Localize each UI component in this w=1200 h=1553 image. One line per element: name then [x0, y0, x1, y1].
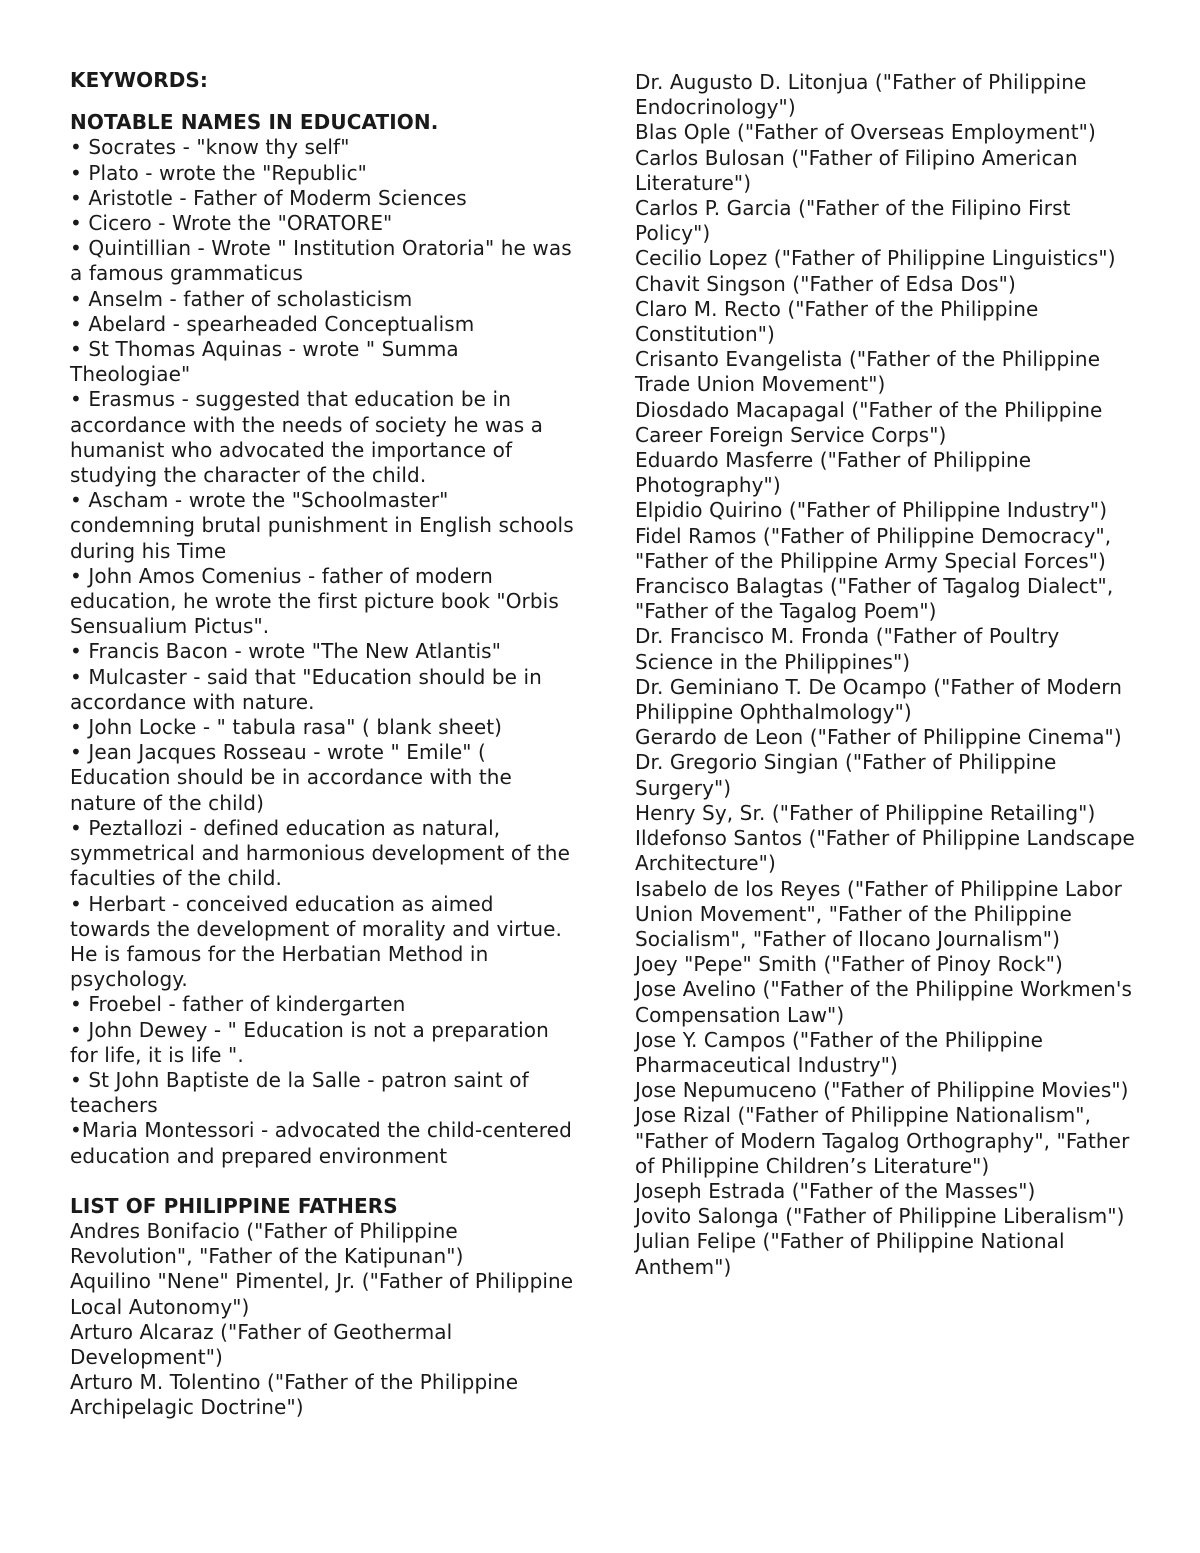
- keywords-heading: KEYWORDS:: [70, 68, 209, 92]
- list-item: Cecilio Lopez ("Father of Philippine Linguistics"): [635, 246, 1116, 271]
- list-item: Andres Bonifacio ("Father of Philippine Revolution", "Father of the Katipunan"): [70, 1218, 464, 1269]
- list-item: • Francis Bacon - wrote "The New Atlantis": [70, 639, 501, 664]
- list-item: Francisco Balagtas ("Father of Tagalog Dialect", "Father of the Tagalog Poem"): [635, 574, 1114, 624]
- list-item: • John Amos Comenius - father of modern education, he wrote the first picture book "Orbis Sensualium Pictus".: [70, 563, 559, 639]
- list-item: Jose Avelino ("Father of the Philippine Workmen's Compensation Law"): [635, 977, 1133, 1027]
- list-item: Arturo M. Tolentino ("Father of the Philippine Archipelagic Doctrine"): [70, 1370, 519, 1420]
- list-item: • Jean Jacques Rosseau - wrote " Emile" ( Education should be in accordance with the nature of the child): [70, 740, 512, 815]
- list-item: Elpidio Quirino ("Father of Philippine Industry"): [635, 498, 1108, 523]
- list-item: Arturo Alcaraz ("Father of Geothermal Development"): [70, 1319, 453, 1369]
- list-item: • Peztallozi - defined education as natural, symmetrical and harmonious development of the faculties of the child.: [70, 815, 570, 891]
- list-item: • Cicero - Wrote the "ORATORE": [70, 211, 393, 236]
- list-item: • John Dewey - " Education is not a preparation for life, it is life ".: [70, 1017, 549, 1067]
- list-item: • St Thomas Aquinas - wrote " Summa Theologiae": [70, 337, 459, 387]
- list-item: Dr. Gregorio Singian ("Father of Philippine Surgery"): [635, 750, 1057, 800]
- list-item: • Plato - wrote the "Republic": [70, 160, 367, 185]
- list-item: • Erasmus - suggested that education be in accordance with the needs of society he was a humanist who advocated the importance of studying the character of the child.: [70, 387, 544, 488]
- right-column: [635, 70, 1135, 1280]
- list-item: Dr. Francisco M. Fronda ("Father of Poultry Science in the Philippines"): [635, 624, 1060, 674]
- list-item: Ildefonso Santos ("Father of Philippine Landscape Architecture"): [635, 826, 1135, 876]
- list-item: • Mulcaster - said that "Education should be in accordance with nature.: [70, 664, 542, 714]
- list-item: • Abelard - spearheaded Conceptualism: [70, 311, 475, 336]
- list-item: • Socrates - "know thy self": [70, 135, 350, 160]
- list-item: Jose Y. Campos ("Father of the Philippine Pharmaceutical Industry"): [635, 1027, 1044, 1077]
- notable-names-heading: NOTABLE NAMES IN EDUCATION.: [70, 110, 439, 135]
- list-item: Aquilino "Nene" Pimentel, Jr. ("Father of Philippine Local Autonomy"): [70, 1269, 574, 1319]
- list-item: Claro M. Recto ("Father of the Philippine Constitution"): [635, 296, 1039, 347]
- philippine-fathers-list-right: [635, 70, 1135, 1280]
- list-item: •Maria Montessori - advocated the child-centered education and prepared environment: [70, 1118, 572, 1168]
- list-item: Joseph Estrada ("Father of the Masses"): [635, 1178, 1036, 1203]
- list-item: • Quintillian - Wrote " Institution Oratoria" he was a famous grammaticus: [70, 236, 572, 286]
- philippine-fathers-list-left: [70, 1219, 575, 1421]
- left-column: [70, 68, 575, 1421]
- list-item: Eduardo Masferre ("Father of Philippine Photography"): [635, 448, 1032, 498]
- list-item: • Ascham - wrote the "Schoolmaster" condemning brutal punishment in English schools during his Time: [70, 488, 574, 563]
- list-item: Chavit Singson ("Father of Edsa Dos"): [635, 271, 1016, 296]
- list-item: Henry Sy, Sr. ("Father of Philippine Retailing"): [635, 800, 1096, 825]
- list-item: • Herbart - conceived education as aimed towards the development of morality and virtue. He is famous for the Herbatian Method in psychology.: [70, 891, 562, 992]
- list-item: Jovito Salonga ("Father of Philippine Liberalism"): [635, 1204, 1125, 1229]
- list-item: Diosdado Macapagal ("Father of the Philippine Career Foreign Service Corps"): [635, 397, 1103, 447]
- list-item: • Froebel - father of kindergarten: [70, 992, 406, 1017]
- list-item: Julian Felipe ("Father of Philippine National Anthem"): [635, 1229, 1065, 1279]
- list-item: Crisanto Evangelista ("Father of the Philippine Trade Union Movement"): [635, 347, 1101, 397]
- list-item: • Anselm - father of scholasticism: [70, 286, 413, 311]
- list-item: Jose Nepumuceno ("Father of Philippine Movies"): [635, 1078, 1129, 1103]
- philippine-fathers-heading: LIST OF PHILIPPINE FATHERS: [70, 1193, 398, 1218]
- list-item: Joey "Pepe" Smith ("Father of Pinoy Rock"): [635, 952, 1063, 977]
- list-item: Carlos Bulosan ("Father of Filipino American Literature"): [635, 145, 1078, 195]
- list-item: Carlos P. Garcia ("Father of the Filipino First Policy"): [635, 196, 1071, 246]
- list-item: Blas Ople ("Father of Overseas Employment"): [635, 120, 1096, 145]
- list-item: • Aristotle - Father of Moderm Sciences: [70, 185, 467, 210]
- notable-names-list: [70, 135, 575, 1168]
- list-item: Fidel Ramos ("Father of Philippine Democracy", "Father of the Philippine Army Special Forces"): [635, 523, 1112, 573]
- list-item: Dr. Geminiano T. De Ocampo ("Father of Modern Philippine Ophthalmology"): [635, 674, 1122, 725]
- list-item: • St John Baptiste de la Salle - patron saint of teachers: [70, 1067, 529, 1118]
- list-item: Isabelo de los Reyes ("Father of Philippine Labor Union Movement", "Father of the Philippine Socialism", "Father of Ilocano Journalism"): [635, 876, 1122, 951]
- list-item: Gerardo de Leon ("Father of Philippine Cinema"): [635, 725, 1122, 750]
- list-item: • John Locke - " tabula rasa" ( blank sheet): [70, 715, 503, 740]
- list-item: Jose Rizal ("Father of Philippine Nationalism", "Father of Modern Tagalog Orthography", "Father of Philippine Children’s Literature"): [635, 1103, 1130, 1178]
- list-item: Dr. Augusto D. Litonjua ("Father of Philippine Endocrinology"): [635, 70, 1087, 120]
